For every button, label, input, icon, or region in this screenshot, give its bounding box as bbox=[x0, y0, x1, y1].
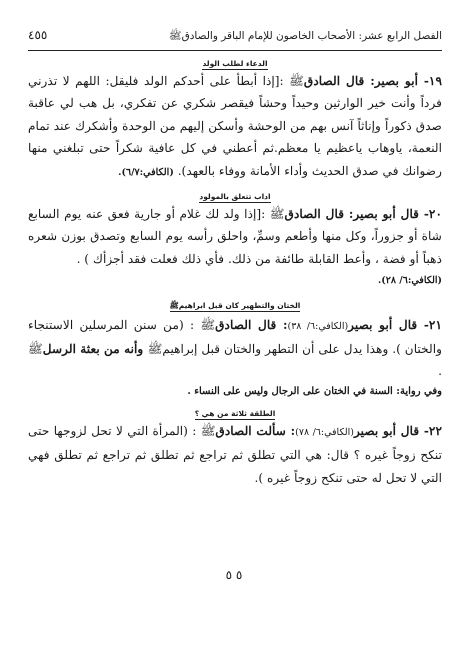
page-number: ٤٥٥ bbox=[28, 28, 48, 42]
section-heading: الدعاء لطلب الولد bbox=[202, 59, 268, 68]
page bbox=[28, 28, 442, 489]
running-header bbox=[28, 28, 442, 51]
hadith-paragraph: ٢٠- قال أبو بصير: قال الصادقﷺ :[إذا ولد لك غلام أو جارية فعق عنه يوم السابع شاة أو جزوراً، وكل منها وأطعم وسمِّ، واحلق رأسه يوم السابع وتصدق بوزن شعره ذهباً أو فضة ، وأعط القابلة طائفة من ذلك. فأي ذلك فعلت فقد أجزأك ) . bbox=[28, 207, 443, 266]
hadith-paragraph: ٢١- قال أبو بصير(الكافي:٦/ ٣٨): قال الصادقﷺ : (من سنن المرسلين الاستنجاء والختان ). وهذا يدل على أن التطهر والختان قبل إبراهيمﷺ وأنه من بعثة الرسلﷺ . bbox=[28, 317, 442, 379]
section-heading: الختان والتطهير كان قبل ابراهيمﷺ bbox=[169, 300, 301, 310]
header-title: الفصل الرابع عشر: الأصحاب الخاصون للإمام الباقر والصادقﷺ bbox=[168, 30, 442, 42]
section-heading: الطلقة ثلاثة من هي ؟ bbox=[194, 408, 276, 418]
section-heading: اداب تتعلق بالمولود bbox=[199, 192, 271, 202]
source-citation: (الكافي:٦/ ٢٨). bbox=[377, 275, 442, 287]
hadith-paragraph: ٢٢- قال أبو بصير(الكافي:٦/ ٧٨): سألت الصادقﷺ : (المرأة التي لا تحل لزوجها حتى تنكح زوجاً غيره ؟ قال: هي التي تطلق ثم تراجع ثم تطلق ثم تراجع ثم تطلق فهي التي لا تحل له حتى تنكح زوجاً غيره ). bbox=[28, 423, 442, 485]
narration-note: وفي رواية: السنة في الختان على الرجال وليس على النساء . bbox=[187, 385, 442, 397]
hadith-paragraph: ١٩- أبو بصير: قال الصادقﷺ :[إذا أبطأ على أحدكم الولد فليقل: اللهم لا تذرني فرداً وأنت خير الوارثين وحيداً وحشاً فيقصر شكري عن تفكري، بل هب لي عاقبة صدق ذكوراً وإناثاً آنس بهم من الوحشة وأسكن إليهم من الوحدة وأشكرك عند تمام النعمة، ياوهاب ياعظيم يا معظم.ثم أعطني في كل عافية شكراً حتى تبلغني منها رضوانك في صدق الحديث وأداء الأمانة ووفاء بالعهد). (الكافي:٦/٧). bbox=[28, 74, 442, 178]
end-ornament-icon: ٥ ٥ bbox=[225, 568, 243, 582]
